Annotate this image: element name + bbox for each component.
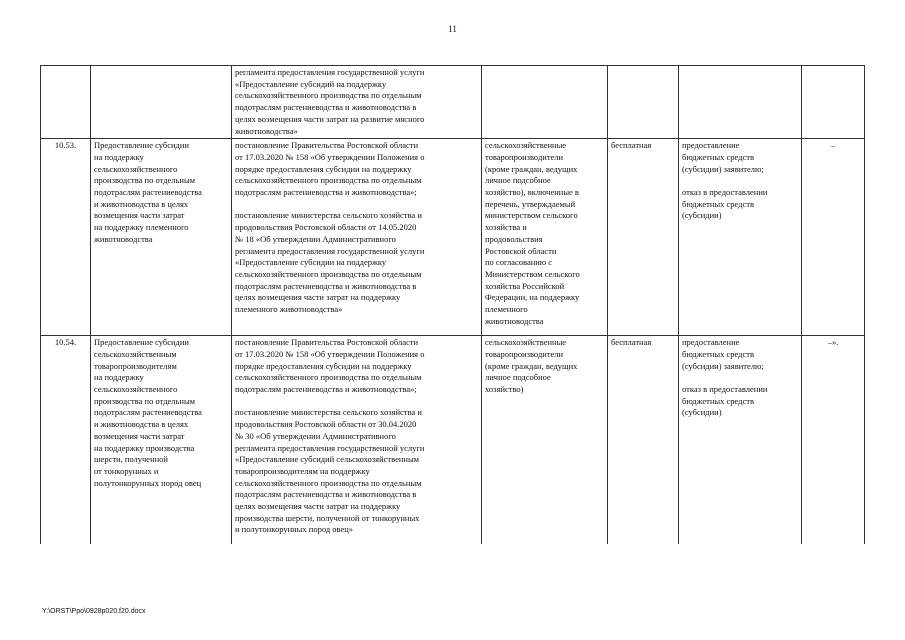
service-name-cell	[91, 66, 232, 139]
note-cell: –	[802, 139, 865, 336]
cost-cell: бесплатная	[608, 139, 679, 336]
recipients-cell: сельскохозяйственные товаропроизводители (кроме граждан, ведущих личное подсобное хозяйство), включенные в перечень, утверждаемый министерством сельского хозяйства и продовольствия Ростовской области по согласованию с Министерством сельского хозяйства Российской Федерации, на поддержку племенного животноводства	[482, 139, 608, 336]
result-cell: предоставление бюджетных средств (субсидии) заявителю; отказ в предоставлении бюджетных средств (субсидии)	[679, 336, 802, 544]
result-cell: предоставление бюджетных средств (субсидии) заявителю; отказ в предоставлении бюджетных средств (субсидии)	[679, 139, 802, 336]
recipients-cell: сельскохозяйственные товаропроизводители (кроме граждан, ведущих личное подсобное хозяйство)	[482, 336, 608, 544]
row-number-cell: 10.53.	[41, 139, 91, 336]
cost-cell: бесплатная	[608, 336, 679, 544]
services-table	[40, 65, 865, 544]
recipients-cell	[482, 66, 608, 139]
result-cell	[679, 66, 802, 139]
row-number-cell: 10.54.	[41, 336, 91, 544]
cost-cell	[608, 66, 679, 139]
note-cell	[802, 66, 865, 139]
table-row	[41, 139, 865, 336]
service-name-cell: Предоставление субсидии на поддержку сельскохозяйственного производства по отдельным подотраслям растениеводства и животноводства в целях возмещения части затрат на поддержку племенного животноводства	[91, 139, 232, 336]
table-row	[41, 66, 865, 139]
table-row	[41, 336, 865, 544]
page-number: 11	[448, 24, 457, 34]
service-name-cell: Предоставление субсидии сельскохозяйственным товаропроизводителям на поддержку сельскохозяйственного производства по отдельным подотраслям растениеводства и животноводства в целях возмещения части затрат на поддержку производства шерсти, полученной от тонкорунных и полутонкорунных пород овец	[91, 336, 232, 544]
legal-basis-cell: регламента предоставления государственной услуги «Предоставление субсидий на поддержку сельскохозяйственного производства по отдельным подотраслям растениеводства и животноводства в целях возмещения части затрат на развитие мясного животноводства»	[232, 66, 482, 139]
row-number-cell	[41, 66, 91, 139]
footer-file-path: Y:\ORST\Ppo\0928p020.f20.docx	[42, 608, 146, 615]
legal-basis-cell: постановление Правительства Ростовской области от 17.03.2020 № 158 «Об утверждении Положения о порядке предоставления субсидии на поддержку сельскохозяйственного производства по отдельным подотраслям растениеводства и животноводства»; постановление министерства сельского хозяйства и продовольствия Ростовской области от 14.05.2020 № 18 «Об утверждении Административного регламента предоставления государственной услуги «Предоставление субсидии на поддержку сельскохозяйственного производства по отдельным подотраслям растениеводства и животноводства в целях возмещения части затрат на поддержку племенного животноводства»	[232, 139, 482, 336]
legal-basis-cell: постановление Правительства Ростовской области от 17.03.2020 № 158 «Об утверждении Положения о порядке предоставления субсидии на поддержку сельскохозяйственного производства по отдельным подотраслям растениеводства и животноводства»; постановление министерства сельского хозяйства и продовольствия Ростовской области от 30.04.2020 № 30 «Об утверждении Административного регламента предоставления государственной услуги «Предоставление субсидий сельскохозяйственным товаропроизводителям на поддержку сельскохозяйственного производства по отдельным подотраслям растениеводства и животноводства в целях возмещения части затрат на поддержку производства шерсти, полученной от тонкорунных и полутонкорунных пород овец»	[232, 336, 482, 544]
note-cell: –».	[802, 336, 865, 544]
